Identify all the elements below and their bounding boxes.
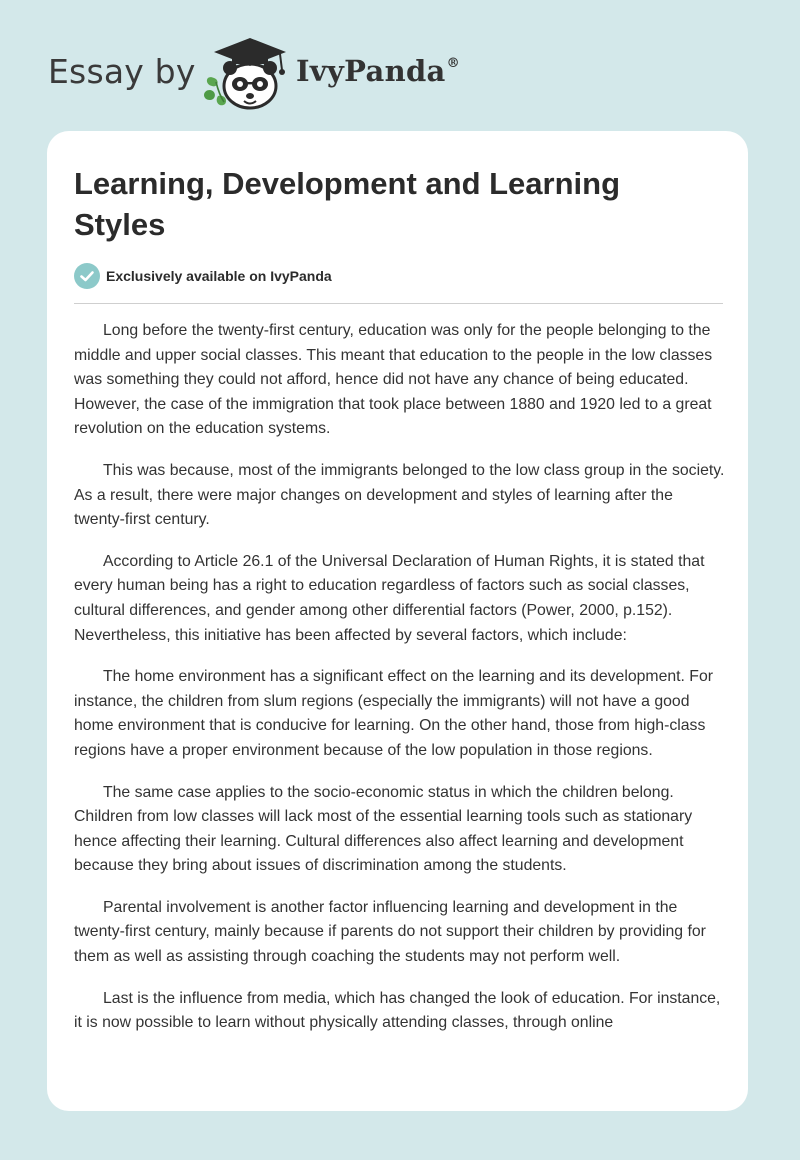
paragraph: The same case applies to the socio-economic status in which the children belong. Children from low classes will lack most of the essential learning tools such as stationary hence affecting their learning. Cultural differences also affect learning and development because they bring about issues of discrimination among the students. [74,783,693,875]
brand-name[interactable] [296,54,460,88]
paragraph: Last is the influence from media, which has changed the look of education. For instance, it is now possible to learn without physically attending classes, through online [74,989,721,1032]
paragraph: This was because, most of the immigrants belonged to the low class group in the society. As a result, there were major changes on development and styles of learning after the twenty-first century. [74,461,725,529]
divider [74,303,723,304]
page-title: Learning, Development and Learning Styles [74,166,621,242]
paragraph: Long before the twenty-first century, education was only for the people belonging to the middle and upper social classes. This meant that education to the people in the low classes was something they could not afford, hence did not have any chance of being educated. However, the case of the immigration that took place between 1880 and 1920 led to a great revolution on the education systems. [74,322,713,438]
registered-mark: ® [446,56,460,71]
essay-by-label: Essay by [48,52,196,91]
exclusive-badge-label: Exclusively available on IvyPanda [106,268,332,284]
check-circle-icon [74,263,100,289]
exclusive-badge [74,263,332,289]
article-card [47,131,748,1111]
paragraph: Parental involvement is another factor influencing learning and development in the twenty-first century, mainly because if parents do not support their children by providing for them as well as assisting through coaching the students may not perform well. [74,898,706,966]
site-header [48,34,748,110]
brand-name-text: IvyPanda [296,54,446,88]
article-body [74,319,726,1053]
panda-graduate-logo-icon[interactable] [200,34,292,112]
paragraph: The home environment has a significant effect on the learning and its development. For instance, the children from slum regions (especially the immigrants) will not have a good home environment that is conducive for learning. On the other hand, those from high-class regions have a proper environment because of the low population in those regions. [74,668,714,759]
paragraph: According to Article 26.1 of the Universal Declaration of Human Rights, it is stated that every human being has a right to education regardless of factors such as social classes, cultural differences, and gender among other differential factors (Power, 2000, p.152). Nevertheless, this initiative has been affected by several factors, which include: [74,552,705,644]
